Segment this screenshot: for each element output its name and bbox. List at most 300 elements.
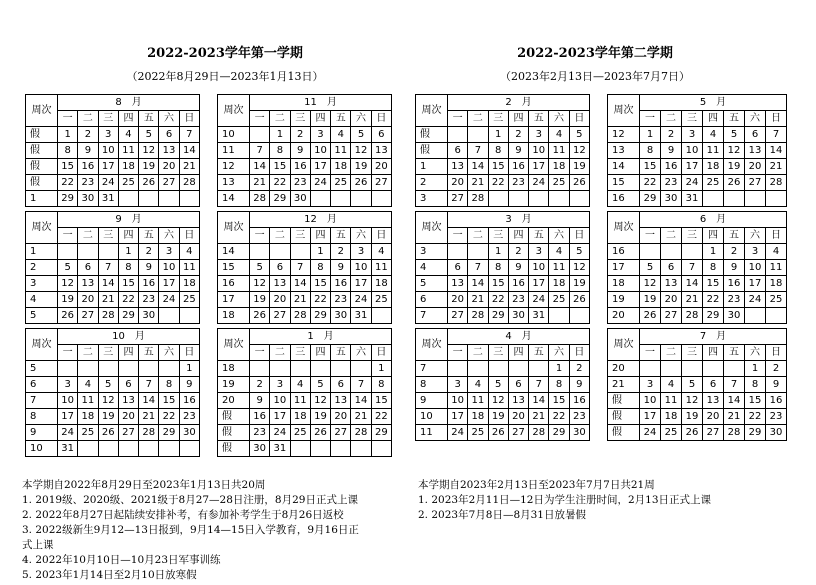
week-row bbox=[608, 425, 787, 441]
day-cell: 6 bbox=[159, 127, 179, 143]
day-cell bbox=[179, 441, 199, 457]
day-cell: 22 bbox=[488, 175, 508, 191]
week-number: 3 bbox=[416, 244, 448, 260]
day-cell: 7 bbox=[98, 260, 118, 276]
day-cell: 5 bbox=[488, 377, 508, 393]
week-number: 假 bbox=[26, 127, 58, 143]
week-row bbox=[416, 191, 590, 207]
day-cell: 6 bbox=[703, 377, 724, 393]
day-cell: 8 bbox=[549, 377, 569, 393]
day-cell: 16 bbox=[250, 409, 270, 425]
weekday-header: 日 bbox=[371, 345, 391, 361]
day-cell: 24 bbox=[270, 425, 290, 441]
weekday-header: 日 bbox=[766, 345, 787, 361]
day-cell: 6 bbox=[448, 143, 468, 159]
day-cell: 7 bbox=[468, 260, 488, 276]
week-row bbox=[416, 244, 590, 260]
day-cell bbox=[745, 308, 766, 324]
day-cell: 20 bbox=[448, 175, 468, 191]
day-cell: 7 bbox=[468, 143, 488, 159]
day-cell: 18 bbox=[290, 409, 310, 425]
weekday-header: 三 bbox=[290, 345, 310, 361]
weekday-header: 三 bbox=[98, 228, 118, 244]
month-calendar bbox=[415, 211, 590, 324]
day-cell: 20 bbox=[118, 409, 138, 425]
day-cell: 3 bbox=[351, 244, 371, 260]
day-cell: 14 bbox=[139, 393, 159, 409]
day-cell: 6 bbox=[371, 127, 391, 143]
week-row bbox=[608, 409, 787, 425]
day-cell: 24 bbox=[640, 425, 661, 441]
week-number: 14 bbox=[218, 191, 250, 207]
weekday-header: 二 bbox=[468, 228, 488, 244]
day-cell: 19 bbox=[250, 292, 270, 308]
day-cell: 21 bbox=[139, 409, 159, 425]
day-cell: 27 bbox=[661, 308, 682, 324]
day-cell: 28 bbox=[351, 425, 371, 441]
week-number: 10 bbox=[218, 127, 250, 143]
weekday-header: 四 bbox=[118, 111, 138, 127]
day-cell: 23 bbox=[569, 409, 589, 425]
day-cell: 19 bbox=[640, 292, 661, 308]
day-cell: 19 bbox=[58, 292, 78, 308]
day-cell: 13 bbox=[661, 276, 682, 292]
week-number: 假 bbox=[26, 143, 58, 159]
day-cell: 6 bbox=[661, 260, 682, 276]
week-row bbox=[218, 244, 392, 260]
day-cell: 2 bbox=[250, 377, 270, 393]
day-cell: 20 bbox=[78, 292, 98, 308]
day-cell bbox=[159, 191, 179, 207]
day-cell bbox=[270, 244, 290, 260]
day-cell bbox=[250, 127, 270, 143]
day-cell: 1 bbox=[488, 244, 508, 260]
month-calendar bbox=[415, 94, 590, 207]
week-row bbox=[218, 425, 392, 441]
day-cell: 5 bbox=[98, 377, 118, 393]
week-row bbox=[218, 393, 392, 409]
day-cell: 15 bbox=[745, 393, 766, 409]
day-cell: 9 bbox=[250, 393, 270, 409]
day-cell: 20 bbox=[745, 159, 766, 175]
week-number: 20 bbox=[608, 308, 640, 324]
day-cell: 30 bbox=[724, 308, 745, 324]
week-number: 假 bbox=[218, 441, 250, 457]
day-cell bbox=[331, 361, 351, 377]
day-cell: 28 bbox=[98, 308, 118, 324]
day-cell bbox=[569, 308, 589, 324]
day-cell: 19 bbox=[488, 409, 508, 425]
weekday-header: 三 bbox=[682, 111, 703, 127]
day-cell: 17 bbox=[270, 409, 290, 425]
week-row bbox=[608, 308, 787, 324]
weekday-header: 日 bbox=[371, 228, 391, 244]
semester-title: 2022-2023学年第二学期 bbox=[517, 46, 673, 61]
day-cell: 10 bbox=[745, 260, 766, 276]
note-line: 式上课 bbox=[22, 539, 54, 551]
day-cell: 9 bbox=[766, 377, 787, 393]
weekday-header: 六 bbox=[159, 111, 179, 127]
day-cell: 20 bbox=[703, 409, 724, 425]
day-cell bbox=[179, 308, 199, 324]
month-calendar bbox=[217, 94, 392, 207]
week-number: 8 bbox=[416, 377, 448, 393]
week-column-header: 周次 bbox=[218, 95, 250, 127]
note-line: 本学期自2022年8月29日至2023年1月13日共20周 bbox=[22, 479, 266, 491]
month-label: 2 月 bbox=[448, 95, 590, 111]
day-cell: 1 bbox=[703, 244, 724, 260]
weekday-header: 五 bbox=[331, 345, 351, 361]
weekday-header: 五 bbox=[529, 111, 549, 127]
day-cell bbox=[488, 361, 508, 377]
day-cell: 23 bbox=[290, 175, 310, 191]
day-cell: 16 bbox=[661, 159, 682, 175]
day-cell: 31 bbox=[682, 191, 703, 207]
week-row bbox=[26, 377, 200, 393]
day-cell: 17 bbox=[529, 276, 549, 292]
week-row bbox=[26, 292, 200, 308]
day-cell bbox=[468, 361, 488, 377]
day-cell: 3 bbox=[529, 244, 549, 260]
week-number: 假 bbox=[416, 127, 448, 143]
day-cell bbox=[139, 441, 159, 457]
day-cell: 26 bbox=[310, 425, 330, 441]
day-cell: 9 bbox=[569, 377, 589, 393]
day-cell: 7 bbox=[529, 377, 549, 393]
day-cell: 7 bbox=[250, 143, 270, 159]
day-cell: 23 bbox=[78, 175, 98, 191]
day-cell: 27 bbox=[371, 175, 391, 191]
day-cell: 20 bbox=[448, 292, 468, 308]
day-cell: 22 bbox=[159, 409, 179, 425]
day-cell: 20 bbox=[159, 159, 179, 175]
day-cell: 13 bbox=[331, 393, 351, 409]
day-cell: 1 bbox=[310, 244, 330, 260]
weekday-header: 六 bbox=[159, 228, 179, 244]
month-calendar bbox=[607, 328, 787, 441]
week-number: 17 bbox=[218, 292, 250, 308]
day-cell: 16 bbox=[179, 393, 199, 409]
day-cell: 23 bbox=[724, 292, 745, 308]
day-cell: 8 bbox=[270, 143, 290, 159]
week-number: 15 bbox=[608, 175, 640, 191]
day-cell: 27 bbox=[118, 425, 138, 441]
weekday-header: 六 bbox=[159, 345, 179, 361]
week-number: 6 bbox=[416, 292, 448, 308]
weekday-header: 三 bbox=[290, 111, 310, 127]
day-cell: 21 bbox=[290, 292, 310, 308]
day-cell: 11 bbox=[549, 260, 569, 276]
weekday-header: 五 bbox=[139, 345, 159, 361]
weekday-header: 五 bbox=[139, 111, 159, 127]
week-number: 18 bbox=[218, 361, 250, 377]
day-cell: 10 bbox=[640, 393, 661, 409]
day-cell: 12 bbox=[724, 143, 745, 159]
semester-date-range: （2023年2月13日—2023年7月7日） bbox=[500, 70, 690, 83]
day-cell: 5 bbox=[682, 377, 703, 393]
day-cell: 30 bbox=[290, 191, 310, 207]
weekday-header: 一 bbox=[448, 228, 468, 244]
day-cell bbox=[98, 361, 118, 377]
day-cell: 9 bbox=[78, 143, 98, 159]
week-row bbox=[416, 143, 590, 159]
month-label: 4 月 bbox=[448, 329, 590, 345]
week-row bbox=[26, 244, 200, 260]
day-cell: 4 bbox=[549, 127, 569, 143]
week-number: 9 bbox=[416, 393, 448, 409]
day-cell: 17 bbox=[351, 276, 371, 292]
day-cell: 30 bbox=[139, 308, 159, 324]
semester-notes bbox=[22, 478, 359, 583]
day-cell: 26 bbox=[250, 308, 270, 324]
weekday-header: 二 bbox=[661, 228, 682, 244]
day-cell: 11 bbox=[371, 260, 391, 276]
note-line: 1. 2023年2月11日—12日为学生注册时间，2月13日正式上课 bbox=[418, 494, 712, 506]
day-cell: 28 bbox=[250, 191, 270, 207]
calendar-column bbox=[25, 94, 200, 457]
week-row bbox=[608, 276, 787, 292]
day-cell: 30 bbox=[179, 425, 199, 441]
week-row bbox=[416, 159, 590, 175]
day-cell: 23 bbox=[508, 292, 528, 308]
day-cell: 10 bbox=[351, 260, 371, 276]
week-number: 假 bbox=[26, 159, 58, 175]
day-cell bbox=[310, 441, 330, 457]
weekday-header: 二 bbox=[78, 111, 98, 127]
day-cell: 5 bbox=[351, 127, 371, 143]
day-cell: 13 bbox=[448, 159, 468, 175]
day-cell: 17 bbox=[58, 409, 78, 425]
day-cell: 22 bbox=[118, 292, 138, 308]
day-cell: 30 bbox=[331, 308, 351, 324]
day-cell: 28 bbox=[179, 175, 199, 191]
week-row bbox=[218, 361, 392, 377]
day-cell: 19 bbox=[569, 276, 589, 292]
day-cell bbox=[58, 361, 78, 377]
weekday-header: 四 bbox=[508, 228, 528, 244]
day-cell: 30 bbox=[569, 425, 589, 441]
day-cell: 29 bbox=[270, 191, 290, 207]
note-line: 1. 2019级、2020级、2021级于8月27—28日注册，8月29日正式上课 bbox=[22, 494, 358, 506]
weekday-header: 四 bbox=[508, 111, 528, 127]
weekday-header: 三 bbox=[488, 228, 508, 244]
note-line: 3. 2022级新生9月12—13日报到，9月14—15日入学教育，9月16日正 bbox=[22, 524, 359, 536]
day-cell: 31 bbox=[270, 441, 290, 457]
day-cell: 1 bbox=[58, 127, 78, 143]
note-line: 4. 2022年10月10日—10月23日军事训练 bbox=[22, 554, 221, 566]
day-cell: 26 bbox=[351, 175, 371, 191]
day-cell: 30 bbox=[250, 441, 270, 457]
weekday-header: 二 bbox=[661, 111, 682, 127]
month-calendar bbox=[217, 328, 392, 457]
day-cell: 27 bbox=[270, 308, 290, 324]
note-line: 2. 2023年7月8日—8月31日放暑假 bbox=[418, 509, 586, 521]
week-row bbox=[26, 441, 200, 457]
weekday-header: 二 bbox=[661, 345, 682, 361]
week-number: 17 bbox=[608, 260, 640, 276]
day-cell: 18 bbox=[331, 159, 351, 175]
day-cell: 15 bbox=[640, 159, 661, 175]
day-cell bbox=[371, 441, 391, 457]
day-cell bbox=[351, 361, 371, 377]
day-cell: 25 bbox=[331, 175, 351, 191]
day-cell: 11 bbox=[118, 143, 138, 159]
day-cell: 28 bbox=[529, 425, 549, 441]
day-cell bbox=[250, 361, 270, 377]
day-cell: 12 bbox=[351, 143, 371, 159]
day-cell bbox=[179, 191, 199, 207]
week-column-header: 周次 bbox=[26, 95, 58, 127]
week-number: 13 bbox=[608, 143, 640, 159]
semester-title: 2022-2023学年第一学期 bbox=[147, 46, 303, 61]
day-cell: 27 bbox=[745, 175, 766, 191]
day-cell: 27 bbox=[159, 175, 179, 191]
week-number: 7 bbox=[416, 361, 448, 377]
week-number: 9 bbox=[26, 425, 58, 441]
weekday-header: 六 bbox=[549, 111, 569, 127]
day-cell: 29 bbox=[745, 425, 766, 441]
day-cell: 20 bbox=[270, 292, 290, 308]
day-cell: 12 bbox=[640, 276, 661, 292]
day-cell: 24 bbox=[529, 175, 549, 191]
day-cell: 25 bbox=[371, 292, 391, 308]
day-cell: 17 bbox=[682, 159, 703, 175]
week-number: 1 bbox=[26, 191, 58, 207]
day-cell bbox=[766, 191, 787, 207]
weekday-header: 一 bbox=[250, 111, 270, 127]
weekday-header: 二 bbox=[78, 345, 98, 361]
day-cell: 15 bbox=[371, 393, 391, 409]
week-row bbox=[218, 441, 392, 457]
day-cell: 22 bbox=[58, 175, 78, 191]
day-cell: 30 bbox=[766, 425, 787, 441]
week-number: 10 bbox=[26, 441, 58, 457]
week-number: 11 bbox=[218, 143, 250, 159]
day-cell: 30 bbox=[661, 191, 682, 207]
day-cell: 19 bbox=[682, 409, 703, 425]
day-cell bbox=[78, 361, 98, 377]
day-cell: 11 bbox=[468, 393, 488, 409]
day-cell: 4 bbox=[78, 377, 98, 393]
day-cell: 19 bbox=[351, 159, 371, 175]
week-row bbox=[608, 361, 787, 377]
day-cell: 5 bbox=[310, 377, 330, 393]
day-cell bbox=[508, 191, 528, 207]
day-cell bbox=[290, 361, 310, 377]
week-number: 7 bbox=[416, 308, 448, 324]
month-calendar bbox=[217, 211, 392, 324]
day-cell: 26 bbox=[724, 175, 745, 191]
week-row bbox=[26, 159, 200, 175]
day-cell: 18 bbox=[371, 276, 391, 292]
day-cell: 25 bbox=[118, 175, 138, 191]
week-number: 3 bbox=[26, 276, 58, 292]
day-cell: 17 bbox=[98, 159, 118, 175]
week-row bbox=[608, 143, 787, 159]
day-cell: 11 bbox=[549, 143, 569, 159]
day-cell: 13 bbox=[508, 393, 528, 409]
day-cell: 16 bbox=[766, 393, 787, 409]
day-cell: 16 bbox=[331, 276, 351, 292]
day-cell: 4 bbox=[118, 127, 138, 143]
day-cell bbox=[640, 361, 661, 377]
weekday-header: 五 bbox=[529, 228, 549, 244]
day-cell: 18 bbox=[468, 409, 488, 425]
day-cell: 12 bbox=[98, 393, 118, 409]
day-cell: 2 bbox=[569, 361, 589, 377]
day-cell: 25 bbox=[549, 175, 569, 191]
week-row bbox=[218, 159, 392, 175]
day-cell: 14 bbox=[468, 276, 488, 292]
weekday-header: 六 bbox=[745, 111, 766, 127]
week-number: 19 bbox=[608, 292, 640, 308]
day-cell: 26 bbox=[569, 292, 589, 308]
day-cell: 19 bbox=[139, 159, 159, 175]
weekday-header: 三 bbox=[488, 111, 508, 127]
day-cell: 30 bbox=[78, 191, 98, 207]
day-cell: 7 bbox=[766, 127, 787, 143]
day-cell bbox=[78, 441, 98, 457]
day-cell: 8 bbox=[118, 260, 138, 276]
week-number: 2 bbox=[26, 260, 58, 276]
day-cell bbox=[139, 191, 159, 207]
weekday-header: 四 bbox=[118, 345, 138, 361]
day-cell: 30 bbox=[508, 308, 528, 324]
day-cell: 1 bbox=[371, 361, 391, 377]
day-cell: 24 bbox=[310, 175, 330, 191]
weekday-header: 五 bbox=[724, 345, 745, 361]
day-cell bbox=[270, 361, 290, 377]
day-cell: 11 bbox=[661, 393, 682, 409]
day-cell: 10 bbox=[270, 393, 290, 409]
day-cell: 4 bbox=[290, 377, 310, 393]
day-cell: 16 bbox=[724, 276, 745, 292]
day-cell: 12 bbox=[139, 143, 159, 159]
day-cell: 29 bbox=[549, 425, 569, 441]
day-cell: 20 bbox=[371, 159, 391, 175]
day-cell: 10 bbox=[159, 260, 179, 276]
week-number: 4 bbox=[416, 260, 448, 276]
day-cell: 18 bbox=[549, 276, 569, 292]
week-row bbox=[416, 308, 590, 324]
week-row bbox=[416, 175, 590, 191]
day-cell: 29 bbox=[640, 191, 661, 207]
day-cell: 18 bbox=[118, 159, 138, 175]
day-cell: 28 bbox=[468, 308, 488, 324]
day-cell: 21 bbox=[468, 292, 488, 308]
day-cell: 29 bbox=[58, 191, 78, 207]
day-cell: 28 bbox=[766, 175, 787, 191]
day-cell: 22 bbox=[745, 409, 766, 425]
month-label: 7 月 bbox=[640, 329, 787, 345]
weekday-header: 日 bbox=[179, 228, 199, 244]
day-cell: 4 bbox=[331, 127, 351, 143]
week-number: 14 bbox=[608, 159, 640, 175]
day-cell: 21 bbox=[682, 292, 703, 308]
week-number: 5 bbox=[26, 361, 58, 377]
day-cell bbox=[310, 361, 330, 377]
day-cell: 28 bbox=[290, 308, 310, 324]
day-cell: 29 bbox=[159, 425, 179, 441]
day-cell: 14 bbox=[529, 393, 549, 409]
week-row bbox=[26, 191, 200, 207]
day-cell bbox=[98, 441, 118, 457]
day-cell: 2 bbox=[508, 244, 528, 260]
weekday-header: 一 bbox=[250, 228, 270, 244]
weekday-header: 二 bbox=[270, 228, 290, 244]
day-cell bbox=[549, 308, 569, 324]
week-number: 11 bbox=[416, 425, 448, 441]
